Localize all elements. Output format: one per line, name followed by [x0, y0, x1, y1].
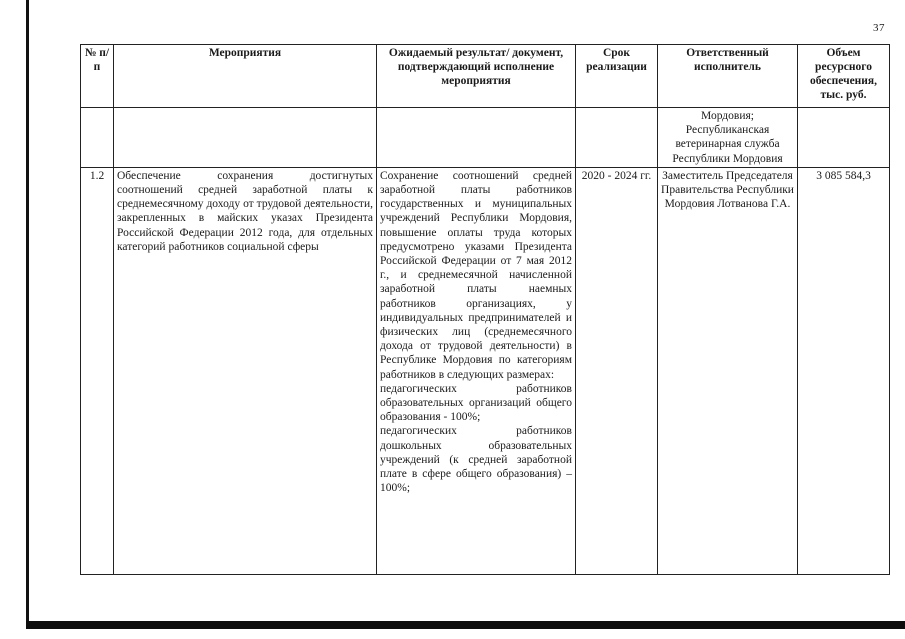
scan-left-edge [26, 0, 29, 628]
result-item-2: педагогических работников дошкольных образовательных учреждений (к средней заработной плате в сфере общего образования) – 100%; [380, 425, 572, 495]
cell-responsible: Заместитель Председателя Правительства Республики Мордовия Лотванова Г.А. [658, 167, 798, 574]
scan-bottom-edge [26, 621, 905, 629]
header-num: № п/п [81, 45, 114, 108]
header-term: Срок реализации [576, 45, 658, 108]
measures-table [80, 44, 890, 575]
header-measure: Мероприятия [114, 45, 377, 108]
cell-result-empty [377, 108, 576, 168]
table-row-1-2 [81, 167, 890, 574]
cell-num-empty [81, 108, 114, 168]
header-responsible: Ответственный исполнитель [658, 45, 798, 108]
cell-volume: 3 085 584,3 [798, 167, 890, 574]
cell-num: 1.2 [81, 167, 114, 574]
cell-responsible-continuation: Мордовия; Республиканская ветеринарная служба Республики Мордовия [658, 108, 798, 168]
cell-result [377, 167, 576, 574]
result-item-1: педагогических работников образовательных организаций общего образования - 100%; [380, 382, 572, 424]
header-result: Ожидаемый результат/ документ, подтверждающий исполнение мероприятия [377, 45, 576, 108]
result-intro: Сохранение соотношений средней заработной платы работников государственных и муниципальных учреждений Республики Мордовия, повышение оплаты труда которых предусмотрено указами Президента Российской Федерации от 7 мая 2012 г., и среднемесячной начисленной заработной платы наемных работников организациях, у индивидуальных предпринимателей и физических лиц (среднемесячного дохода от трудовой деятельности) в Республике Мордовия по категориям работников в следующих размерах: [380, 169, 572, 381]
page-number: 37 [873, 22, 885, 34]
cell-measure-empty [114, 108, 377, 168]
header-volume: Объем ресурсного обеспечения, тыс. руб. [798, 45, 890, 108]
table-row-continuation [81, 108, 890, 168]
cell-term-empty [576, 108, 658, 168]
table-header-row [81, 45, 890, 108]
cell-volume-empty [798, 108, 890, 168]
cell-measure: Обеспечение сохранения достигнутых соотношений средней заработной платы к среднемесячному доходу от трудовой деятельности, закрепленных в майских указах Президента Российской Федерации 2012 года, для отдельных категорий работников социальной сферы [114, 167, 377, 574]
cell-term: 2020 - 2024 гг. [576, 167, 658, 574]
